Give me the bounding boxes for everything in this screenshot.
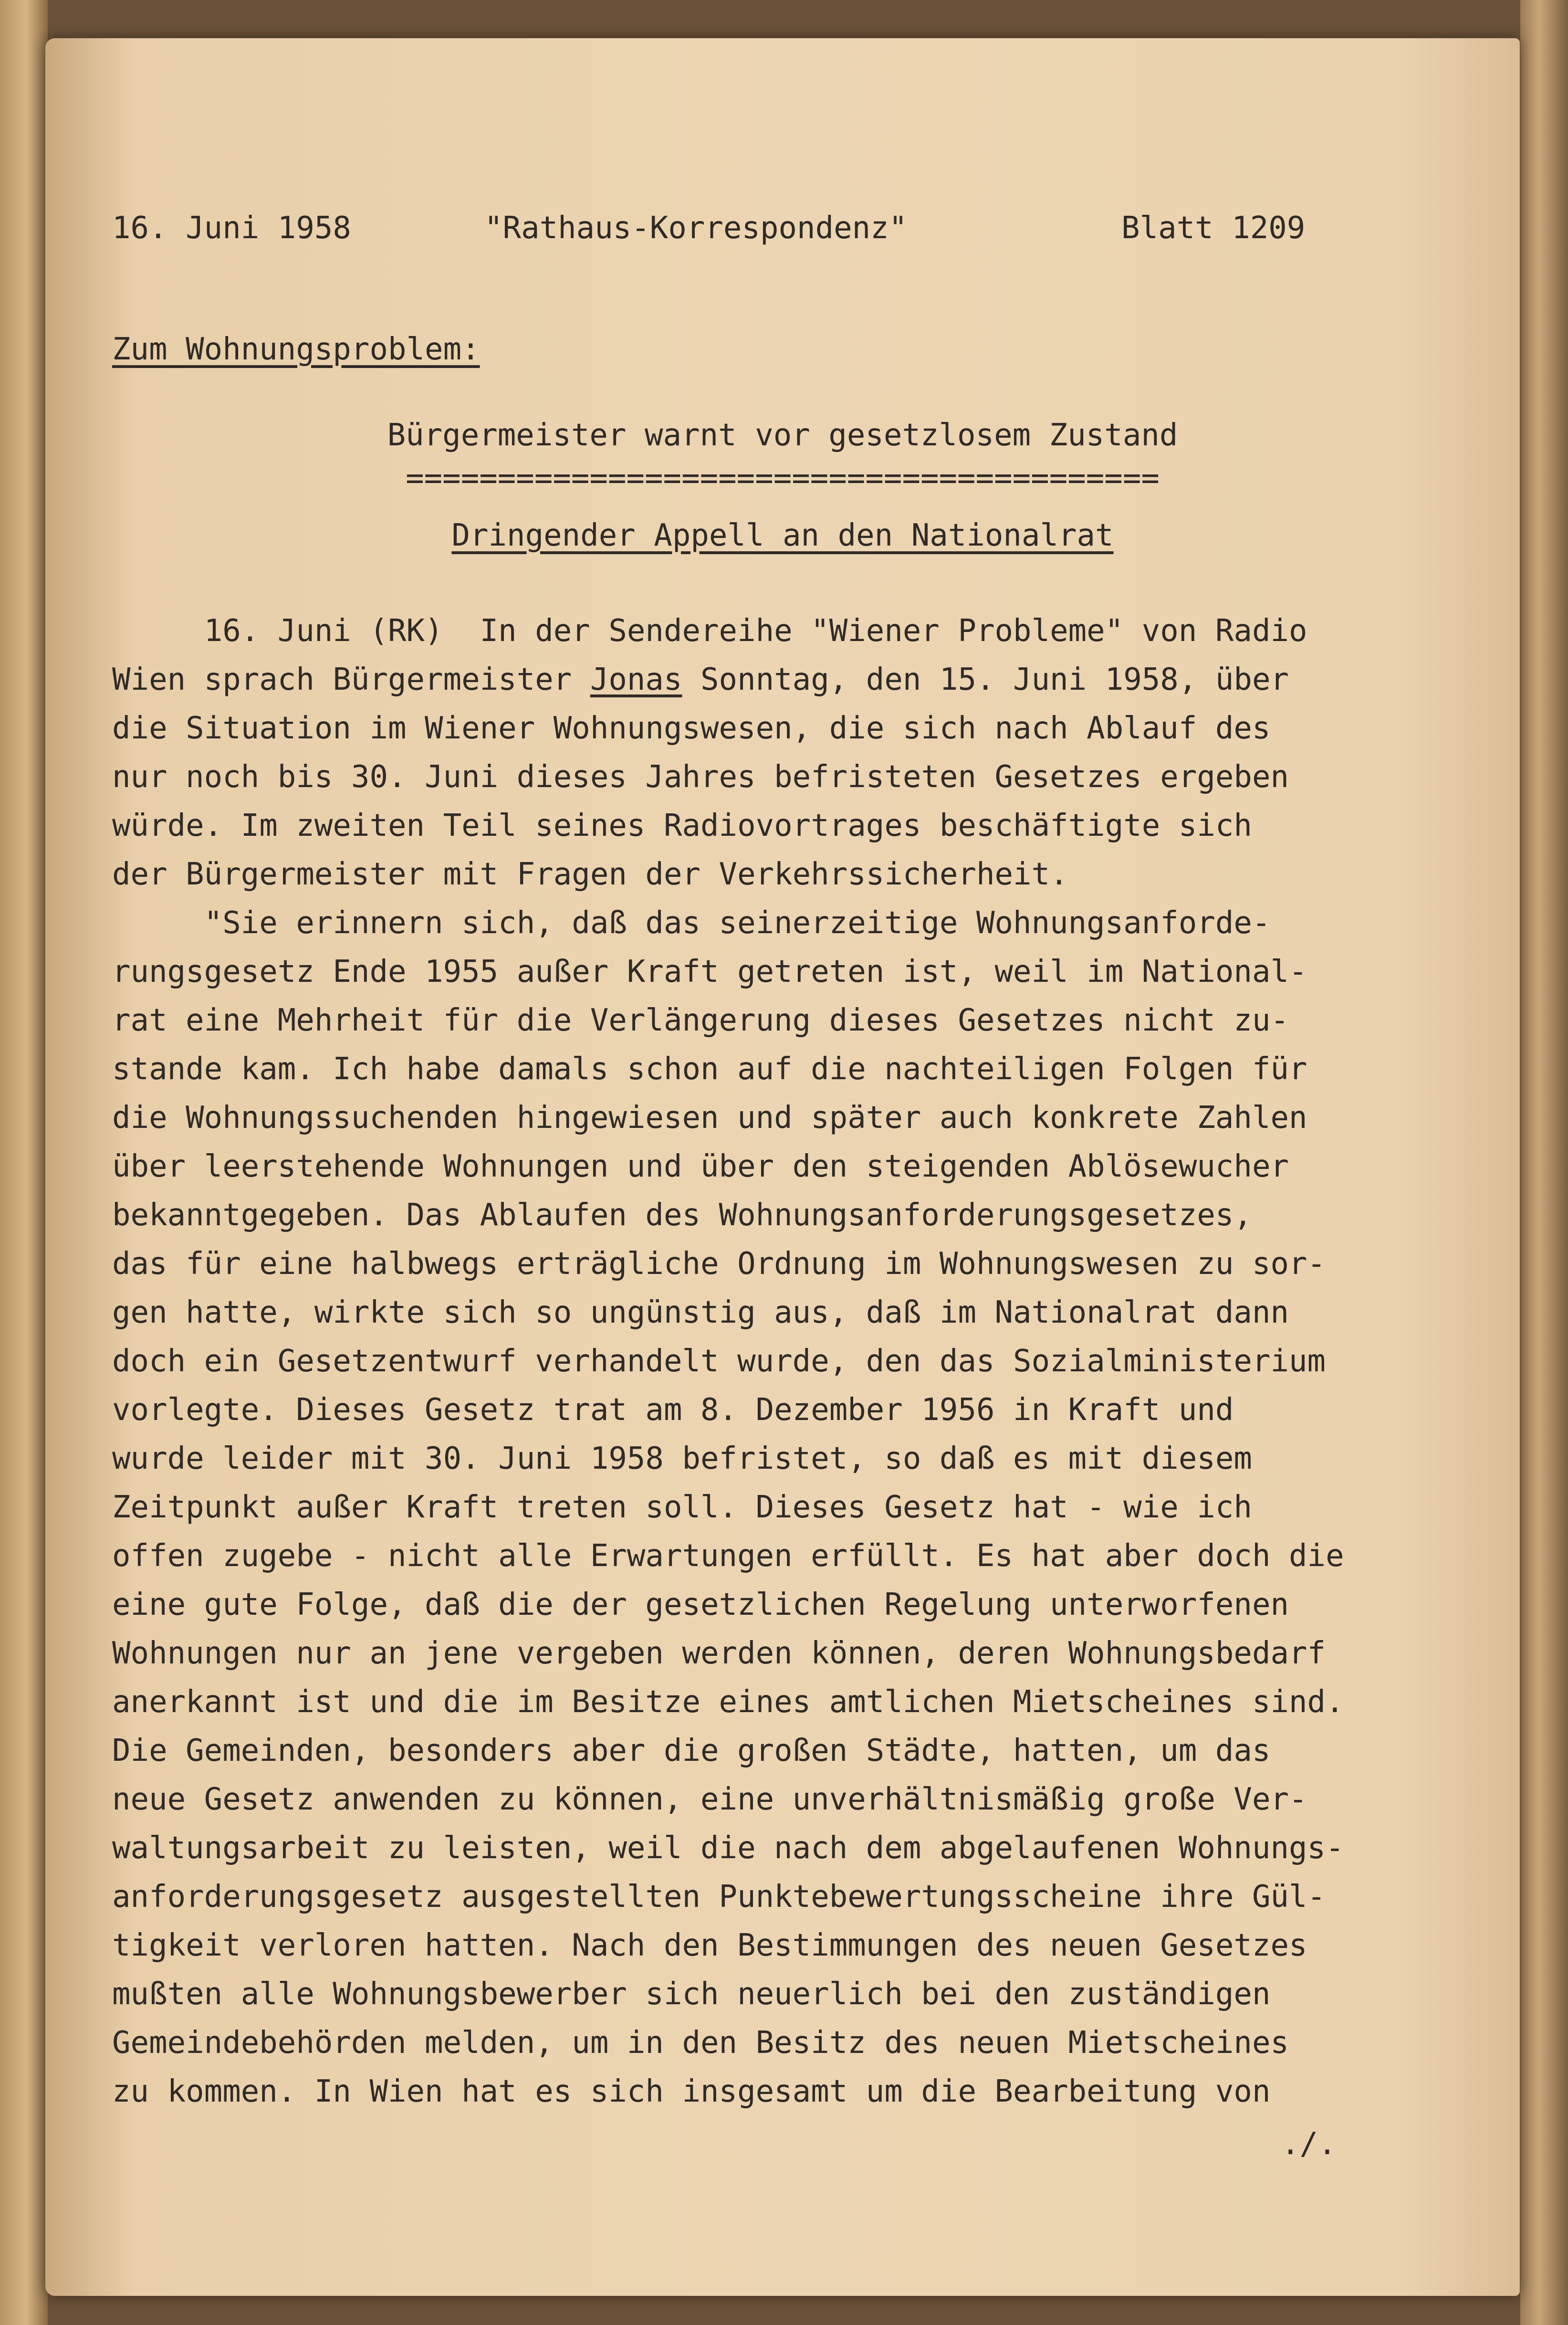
body-line-26: waltungsarbeit zu leisten, weil die nach dem abgelaufenen Wohnungs-	[112, 1831, 1344, 1866]
body-line-23: anerkannt ist und die im Besitze eines amtlichen Mietscheines sind.	[112, 1684, 1344, 1720]
body-line-20: offen zugebe - nicht alle Erwartungen erfüllt. Es hat aber doch die	[112, 1538, 1344, 1574]
body-line-24: Die Gemeinden, besonders aber die großen Städte, hatten, um das	[112, 1733, 1271, 1768]
body-line-10: stande kam. Ich habe damals schon auf die nachteiligen Folgen für	[112, 1052, 1307, 1087]
topic-heading: Zum Wohnungsproblem:	[112, 332, 480, 367]
body-line-4: nur noch bis 30. Juni dieses Jahres befristeten Gesetzes ergeben	[112, 759, 1289, 795]
body-line-29: mußten alle Wohnungsbewerber sich neuerlich bei den zuständigen	[112, 1977, 1271, 2012]
body-line-25: neue Gesetz anwenden zu können, eine unverhältnismäßig große Ver-	[112, 1782, 1307, 1817]
body-line-31: zu kommen. In Wien hat es sich insgesamt um die Bearbeitung von	[112, 2074, 1271, 2109]
body-line-1: 16. Juni (RK) In der Sendereihe "Wiener Probleme" von Radio	[112, 613, 1307, 649]
body-line-9: rat eine Mehrheit für die Verlängerung dieses Gesetzes nicht zu-	[112, 1003, 1289, 1038]
body-line-12: über leerstehende Wohnungen und über den steigenden Ablösewucher	[112, 1149, 1289, 1184]
body-line-16: doch ein Gesetzentwurf verhandelt wurde, den das Sozialministerium	[112, 1344, 1326, 1379]
mayor-name: Jonas	[590, 662, 682, 697]
body-line-2	[112, 664, 1289, 695]
right-page-edge	[1520, 0, 1568, 2325]
document-page	[45, 38, 1520, 2296]
body-line-17: vorlegte. Dieses Gesetz trat am 8. Dezember 1956 in Kraft und	[112, 1392, 1234, 1428]
headline-separator: =========================================	[406, 461, 1160, 496]
body-line-19: Zeitpunkt außer Kraft treten soll. Dieses Gesetz hat - wie ich	[112, 1490, 1252, 1525]
header-sheet-number: Blatt 1209	[1121, 210, 1306, 246]
body-line-5: würde. Im zweiten Teil seines Radiovortrages beschäftigte sich	[112, 808, 1252, 843]
header-publication: "Rathaus-Korrespondenz"	[484, 210, 908, 246]
body-line-14: das für eine halbwegs erträgliche Ordnung im Wohnungswesen zu sor-	[112, 1246, 1326, 1282]
body-line-21: eine gute Folge, daß die der gesetzlichen Regelung unterworfenen	[112, 1587, 1289, 1622]
body-line-22: Wohnungen nur an jene vergeben werden können, deren Wohnungsbedarf	[112, 1636, 1326, 1671]
body-line-27: anforderungsgesetz ausgestellten Punktebewertungsscheine ihre Gül-	[112, 1879, 1326, 1915]
body-line-15: gen hatte, wirkte sich so ungünstig aus, daß im Nationalrat dann	[112, 1295, 1289, 1330]
body-line-6: der Bürgermeister mit Fragen der Verkehrssicherheit.	[112, 857, 1068, 892]
body-line-18: wurde leider mit 30. Juni 1958 befristet, so daß es mit diesem	[112, 1441, 1252, 1476]
body-line-28: tigkeit verloren hatten. Nach den Bestimmungen des neuen Gesetzes	[112, 1928, 1307, 1963]
body-line-2-end: Sonntag, den 15. Juni 1958, über	[682, 662, 1289, 697]
headline-sub: Dringender Appell an den Nationalrat	[451, 518, 1114, 553]
body-line-11: die Wohnungssuchenden hingewiesen und später auch konkrete Zahlen	[112, 1100, 1307, 1136]
body-line-3: die Situation im Wiener Wohnungswesen, die sich nach Ablauf des	[112, 711, 1271, 746]
header-date: 16. Juni 1958	[112, 210, 351, 246]
body-line-13: bekanntgegeben. Das Ablaufen des Wohnungsanforderungsgesetzes,	[112, 1198, 1252, 1233]
body-line-2-start: Wien sprach Bürgermeister	[112, 662, 590, 697]
continuation-mark: ./.	[1281, 2126, 1337, 2162]
headline-main: Bürgermeister warnt vor gesetzlosem Zustand	[387, 418, 1178, 453]
body-line-7: "Sie erinnern sich, daß das seinerzeitige Wohnungsanforde-	[112, 905, 1271, 941]
body-line-8: rungsgesetz Ende 1955 außer Kraft getreten ist, weil im National-	[112, 954, 1307, 989]
left-page-edge	[0, 0, 48, 2325]
body-line-30: Gemeindebehörden melden, um in den Besitz des neuen Mietscheines	[112, 2025, 1289, 2061]
